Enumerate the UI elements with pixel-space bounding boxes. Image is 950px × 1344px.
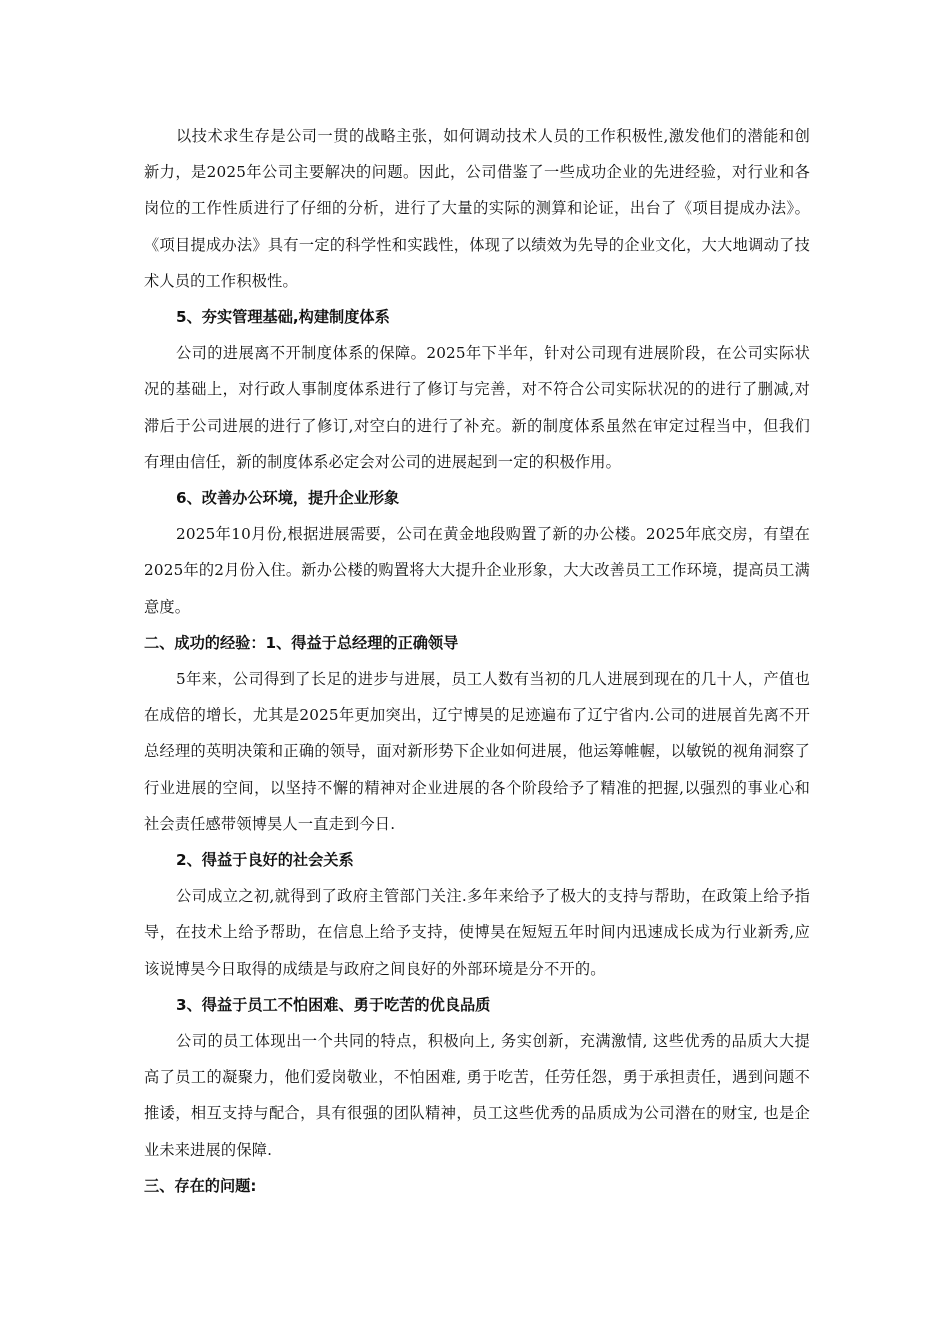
- paragraph-leadership: 5年来，公司得到了长足的进步与进展，员工人数有当初的几人进展到现在的几十人，产值也在成倍的增长，尤其是2025年更加突出，辽宁博昊的足迹遍布了辽宁省内.公司的进展首先离不开总经理的英明决策和正确的领导，面对新形势下企业如何进展，他运筹帷幄，以敏锐的视角洞察了行业进展的空间，以坚持不懈的精神对企业进展的各个阶段给予了精准的把握,以强烈的事业心和社会责任感带领博昊人一直走到今日.: [144, 670, 810, 833]
- paragraph-tech-incentive: 以技术求生存是公司一贯的战略主张，如何调动技术人员的工作积极性,激发他们的潜能和创新力，是2025年公司主要解决的问题。因此，公司借鉴了一些成功企业的先进经验，对行业和各岗位的工作性质进行了仔细的分析，进行了大量的实际的测算和论证，出台了《项目提成办法》。《项目提成办法》具有一定的科学性和实践性，体现了以绩效为先导的企业文化，大大地调动了技术人员的工作积极性。: [144, 127, 810, 290]
- heading-success-experience: 二、成功的经验：1、得益于总经理的正确领导: [144, 633, 459, 652]
- paragraph-new-office: 2025年10月份,根据进展需要，公司在黄金地段购置了新的办公楼。2025年底交房，有望在2025年的2月份入住。新办公楼的购置将大大提升企业形象，大大改善员工工作环境，提高员工满意度。: [144, 525, 810, 616]
- paragraph-employee-traits: 公司的员工体现出一个共同的特点，积极向上, 务实创新，充满激情, 这些优秀的品质大大提高了员工的凝聚力，他们爱岗敬业，不怕困难, 勇于吃苦，任劳任怨，勇于承担责任，遇到问题不推诿，相互支持与配合，具有很强的团队精神，员工这些优秀的品质成为公司潜在的财宝, 也是企业未来进展的保障.: [144, 1032, 810, 1159]
- heading-existing-problems: 三、存在的问题:: [144, 1176, 257, 1195]
- heading-social-relations: 2、得益于良好的社会关系: [176, 851, 354, 870]
- heading-employee-quality: 3、得益于员工不怕困难、勇于吃苦的优良品质: [176, 995, 491, 1014]
- document-body: [144, 118, 810, 1204]
- paragraph-system-building: 公司的进展离不开制度体系的保障。2025年下半年，针对公司现有进展阶段，在公司实际状况的基础上，对行政人事制度体系进行了修订与完善，对不符合公司实际状况的的进行了删减,对滞后于公司进展的进行了修订,对空白的进行了补充。新的制度体系虽然在审定过程当中，但我们有理由信任，新的制度体系必定会对公司的进展起到一定的积极作用。: [144, 344, 810, 471]
- paragraph-government-support: 公司成立之初,就得到了政府主管部门关注.多年来给予了极大的支持与帮助，在政策上给予指导，在技术上给予帮助，在信息上给予支持，使博昊在短短五年时间内迅速成长成为行业新秀,应该说博昊今日取得的成绩是与政府之间良好的外部环境是分不开的。: [144, 887, 810, 978]
- heading-management-foundation: 5、夯实管理基础,构建制度体系: [176, 308, 390, 327]
- heading-office-environment: 6、改善办公环境，提升企业形象: [176, 489, 400, 508]
